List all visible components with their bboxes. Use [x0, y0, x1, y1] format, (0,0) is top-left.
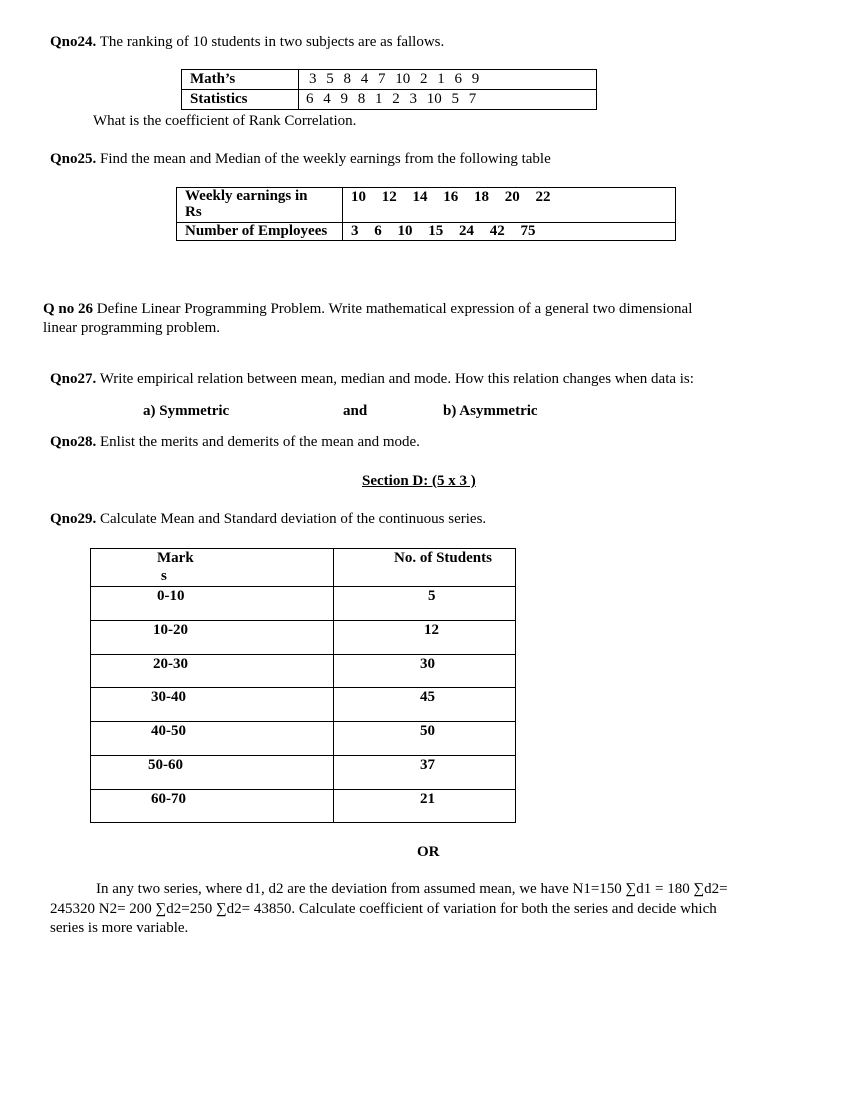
q27-option-b: b) Asymmetric: [443, 403, 538, 419]
table-row: [177, 223, 676, 241]
q25-row-values: 10 12 14 16 18 20 22: [351, 189, 551, 205]
q29-students-cell: 12: [424, 622, 439, 638]
q29-students-cell: 5: [428, 588, 436, 604]
q29-students-cell: 30: [420, 656, 435, 672]
table-row: [91, 587, 516, 621]
q24-number: Qno24.: [50, 34, 97, 50]
q24-prompt: [50, 33, 444, 51]
q29-marks-cell: 50-60: [148, 757, 183, 773]
table-row: [182, 70, 597, 90]
table-row: [91, 655, 516, 688]
table-row: [182, 90, 597, 110]
table-row: [91, 722, 516, 756]
q28-number: Qno28.: [50, 434, 97, 450]
q24-text: The ranking of 10 students in two subjects are as fallows.: [96, 34, 445, 50]
q25-earnings-table: [176, 187, 676, 241]
q29-students-cell: 21: [420, 791, 435, 807]
q29-students-cell: 45: [420, 689, 435, 705]
q29-marks-cell: 30-40: [151, 689, 186, 705]
q27-text: Write empirical relation between mean, median and mode. How this relation changes when data is:: [96, 371, 694, 387]
q29-marks-table: [90, 548, 516, 823]
q24-row-values: 6 4 9 8 1 2 3 10 5 7: [306, 91, 477, 107]
q29-marks-cell: 0-10: [157, 588, 185, 604]
q29-marks-cell: 60-70: [151, 791, 186, 807]
q27-option-a: a) Symmetric: [143, 403, 230, 419]
final-paragraph-line2: 245320 N2= 200 ∑d2=250 ∑d2= 43850. Calculate coefficient of variation for both the series and decide which: [50, 901, 717, 917]
q27-and: and: [343, 403, 368, 419]
q24-question: What is the coefficient of Rank Correlation.: [93, 113, 357, 129]
table-row: [91, 790, 516, 823]
q26-number: Q no 26: [43, 301, 94, 317]
q26-text: Define Linear Programming Problem. Write mathematical expression of a general two dimensional: [93, 301, 693, 317]
q25-number: Qno25.: [50, 151, 97, 167]
q26-line1: [43, 300, 692, 318]
q29-marks-cell: 40-50: [151, 723, 186, 739]
q29-header-students: No. of Students: [394, 550, 492, 566]
table-row: [91, 756, 516, 790]
final-paragraph-line1: In any two series, where d1, d2 are the deviation from assumed mean, we have N1=150 ∑d1 = 180 ∑d2=: [96, 881, 728, 897]
q29-text: Calculate Mean and Standard deviation of the continuous series.: [96, 511, 487, 527]
q25-label-line1: Weekly earnings in: [185, 188, 308, 204]
q24-row-label: Statistics: [190, 91, 248, 107]
q24-rank-table: [181, 69, 597, 110]
q29-number: Qno29.: [50, 511, 97, 527]
or-separator: OR: [417, 844, 440, 860]
q25-text: Find the mean and Median of the weekly earnings from the following table: [96, 151, 551, 167]
q29-marks-cell: 20-30: [153, 656, 188, 672]
q29-header-marks-2: s: [161, 568, 167, 584]
section-d-heading: Section D: (5 x 3 ): [362, 473, 476, 489]
final-paragraph-line3: series is more variable.: [50, 920, 189, 936]
q25-label-line2: Rs: [185, 204, 202, 220]
table-row: [91, 549, 516, 587]
q27-number: Qno27.: [50, 371, 97, 387]
table-row: [91, 688, 516, 722]
q29-header-marks-1: Mark: [157, 550, 194, 566]
q25-row-values: 3 6 10 15 24 42 75: [351, 223, 536, 239]
q24-row-label: Math’s: [190, 71, 236, 87]
table-row: [177, 188, 676, 223]
q28-text: Enlist the merits and demerits of the mean and mode.: [96, 434, 420, 450]
q28-prompt: [50, 433, 420, 451]
q29-students-cell: 37: [420, 757, 435, 773]
q25-row-label: Number of Employees: [185, 223, 328, 239]
q27-prompt: [50, 370, 694, 388]
q29-prompt: [50, 510, 486, 528]
q29-students-cell: 50: [420, 723, 435, 739]
q26-line2: linear programming problem.: [43, 320, 221, 336]
q29-marks-cell: 10-20: [153, 622, 188, 638]
table-row: [91, 621, 516, 655]
q24-row-values: 3 5 8 4 7 10 2 1 6 9: [309, 71, 480, 87]
q25-prompt: [50, 150, 551, 168]
